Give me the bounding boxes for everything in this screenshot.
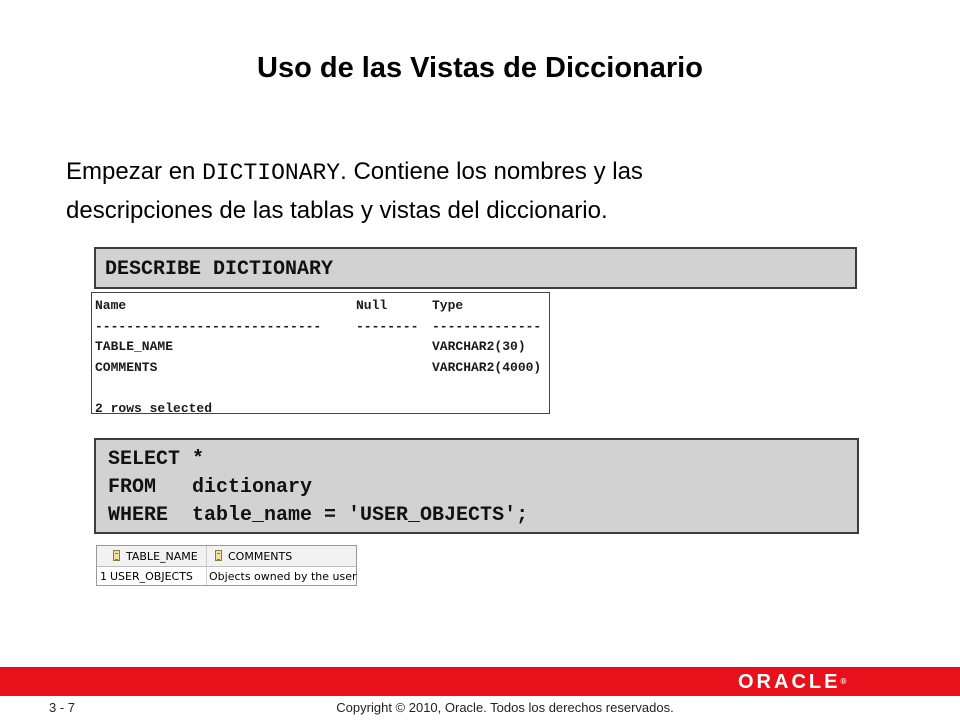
output-header-type: Type <box>432 298 464 313</box>
grid-column-header-comments[interactable] <box>215 546 355 566</box>
output-header-null: Null <box>356 298 388 313</box>
output-cell-name: COMMENTS <box>95 359 158 375</box>
output-cell-type: VARCHAR2(4000) <box>432 359 542 375</box>
code-line: FROM dictionary <box>108 476 313 499</box>
output-cell-type: VARCHAR2(30) <box>432 339 526 354</box>
grid-data-row[interactable] <box>97 567 356 585</box>
output-row <box>95 337 549 358</box>
output-separator: -------------- <box>432 318 542 334</box>
code-line: SELECT * <box>108 448 205 471</box>
intro-line-1 <box>66 153 846 192</box>
copyright-notice: Copyright © 2010, Oracle. Todos los derechos reservados. <box>336 700 674 715</box>
select-code-box <box>94 438 859 534</box>
output-row <box>95 358 549 379</box>
intro-paragraph <box>66 153 846 230</box>
output-separator: ----------------------------- <box>95 318 322 334</box>
output-header-row <box>95 296 549 317</box>
intro-prefix: Empezar en <box>66 158 203 185</box>
describe-code-box <box>94 247 857 289</box>
code-line: DESCRIBE DICTIONARY <box>105 258 334 281</box>
output-summary: 2 rows selected <box>95 400 213 414</box>
describe-output <box>91 292 550 414</box>
grid-header-row <box>97 546 356 567</box>
output-summary-row <box>95 399 549 415</box>
grid-row-number: 1 <box>100 569 107 583</box>
grid-column-divider <box>206 546 207 585</box>
grid-column-header-table-name[interactable] <box>113 546 209 566</box>
oracle-logo: ORACLE® <box>738 671 847 693</box>
page-number: 3 - 7 <box>49 700 76 715</box>
output-blank-row <box>95 378 549 399</box>
code-line: WHERE table_name = 'USER_OBJECTS'; <box>108 504 529 527</box>
grid-cell-table-name[interactable]: USER_OBJECTS <box>110 569 193 583</box>
intro-code: DICTIONARY <box>202 160 341 186</box>
column-type-icon <box>113 550 121 562</box>
grid-column-label: COMMENTS <box>228 549 293 563</box>
output-separator: -------- <box>356 318 419 334</box>
slide-title: Uso de las Vistas de Diccionario <box>257 52 703 84</box>
grid-column-label: TABLE_NAME <box>126 549 198 563</box>
column-type-icon <box>215 550 223 562</box>
intro-line-2: descripciones de las tablas y vistas del diccionario. <box>66 197 608 224</box>
output-header-name: Name <box>95 298 127 313</box>
intro-suffix: . Contiene los nombres y las <box>340 158 643 185</box>
query-result-grid <box>96 545 357 586</box>
grid-cell-comments[interactable]: Objects owned by the user <box>209 569 357 583</box>
output-separator-row <box>95 317 549 338</box>
output-cell-name: TABLE_NAME <box>95 339 174 354</box>
